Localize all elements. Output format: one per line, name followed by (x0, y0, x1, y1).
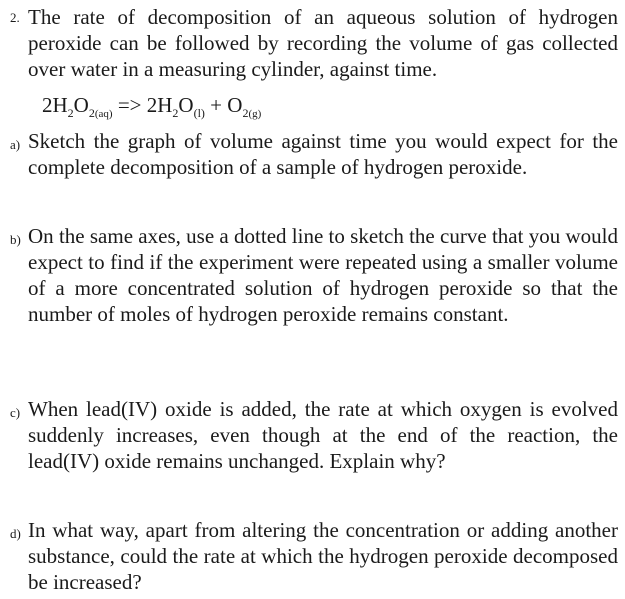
part-d-text: In what way, apart from altering the concentration or adding another substance, could the rate at which the hydrogen peroxide decomposed be increased? (28, 518, 618, 594)
reaction-arrow: => (117, 93, 142, 117)
part-a (10, 128, 618, 180)
question-intro: The rate of decomposition of an aqueous solution of hydrogen peroxide can be followed by recording the volume of gas collected over water in a measuring cylinder, against time. (28, 5, 618, 81)
part-c-label: c) (10, 405, 21, 420)
product2-state: (g) (248, 108, 262, 120)
product1-hydrogen: H (157, 93, 173, 117)
product2-oxygen: O (227, 93, 243, 117)
reactant-coefficient: 2 (42, 93, 53, 117)
part-d (10, 517, 618, 595)
reactant-oxygen-subscript: 2 (88, 106, 95, 120)
question-2 (10, 4, 618, 82)
reactant-state: (aq) (94, 108, 113, 120)
part-c (10, 396, 618, 474)
product2-oxygen-subscript: 2 (242, 106, 249, 120)
product1-hydrogen-subscript: 2 (172, 106, 179, 120)
reactant-oxygen: O (73, 93, 89, 117)
part-d-label: d) (10, 526, 21, 541)
part-a-label: a) (10, 137, 21, 152)
reactant-hydrogen: H (52, 93, 68, 117)
part-b (10, 223, 618, 327)
product1-coefficient: 2 (146, 93, 158, 117)
part-b-text: On the same axes, use a dotted line to sketch the curve that you would expect to find if the experiment were repeated using a smaller volume of a more concentrated solution of hydrogen peroxide so that the number of moles of hydrogen peroxide remains constant. (28, 224, 618, 326)
product1-oxygen: O (178, 93, 194, 117)
reactant-hydrogen-subscript: 2 (67, 106, 74, 120)
chemical-equation (42, 92, 261, 118)
part-b-label: b) (10, 232, 21, 247)
question-number: 2. (10, 10, 20, 25)
part-c-text: When lead(IV) oxide is added, the rate at which oxygen is evolved suddenly increases, even though at the end of the reaction, the lead(IV) oxide remains unchanged. Explain why? (28, 397, 618, 473)
part-a-text: Sketch the graph of volume against time you would expect for the complete decomposition of a sample of hydrogen peroxide. (28, 129, 618, 179)
product1-state: (l) (193, 106, 205, 120)
plus-sign: + (210, 93, 223, 117)
